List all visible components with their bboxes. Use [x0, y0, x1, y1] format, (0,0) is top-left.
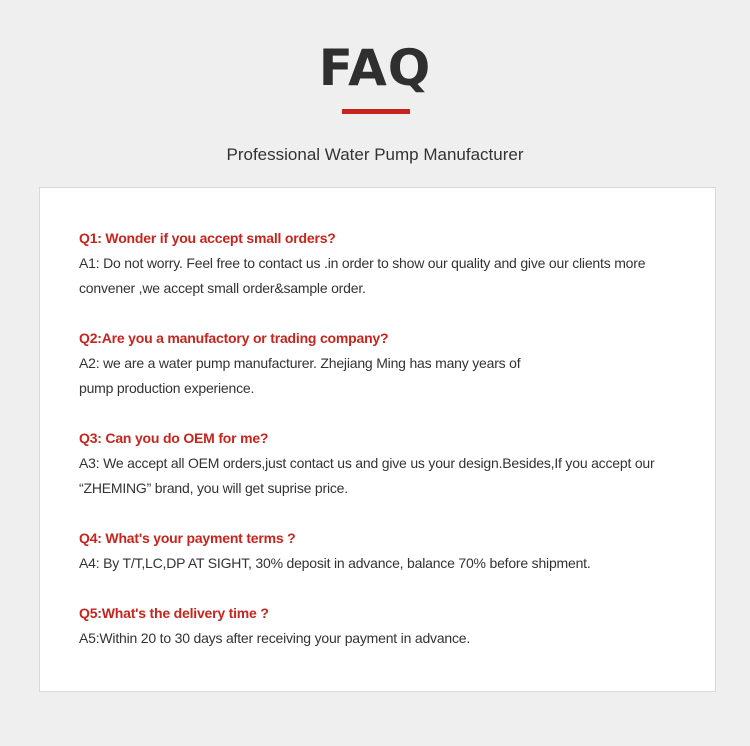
page-title: FAQ	[318, 39, 432, 97]
faq-answer-4-line-1: A4: By T/T,LC,DP AT SIGHT, 30% deposit in advance, balance 70% before shipment.	[79, 555, 591, 571]
faq-question-3: Q3: Can you do OEM for me?	[79, 430, 269, 446]
faq-question-5: Q5:What's the delivery time ?	[79, 605, 269, 621]
faq-item-2	[79, 326, 699, 401]
faq-question-1: Q1: Wonder if you accept small orders?	[79, 230, 336, 246]
faq-question-2: Q2:Are you a manufactory or trading company?	[79, 330, 389, 346]
faq-answer-2-line-1: A2: we are a water pump manufacturer. Zhejiang Ming has many years of	[79, 355, 521, 371]
faq-item-5	[79, 601, 699, 651]
faq-item-4	[79, 526, 699, 576]
faq-list	[79, 226, 699, 676]
title-underline	[342, 109, 410, 114]
faq-item-3	[79, 426, 699, 501]
faq-answer-1-line-2: convener ,we accept small order&sample order.	[79, 280, 366, 296]
faq-item-1	[79, 226, 699, 301]
faq-answer-3-line-2: “ZHEMING” brand, you will get suprise price.	[79, 480, 348, 496]
faq-answer-5-line-1: A5:Within 20 to 30 days after receiving your payment in advance.	[79, 630, 471, 646]
faq-answer-1-line-1: A1: Do not worry. Feel free to contact us .in order to show our quality and give our clients more	[79, 255, 646, 271]
faq-answer-2-line-2: pump production experience.	[79, 380, 255, 396]
faq-answer-3-line-1: A3: We accept all OEM orders,just contact us and give us your design.Besides,If you accept our	[79, 455, 655, 471]
faq-panel	[39, 187, 716, 692]
faq-question-4: Q4: What's your payment terms ?	[79, 530, 296, 546]
page-subtitle: Professional Water Pump Manufacturer	[226, 145, 524, 164]
